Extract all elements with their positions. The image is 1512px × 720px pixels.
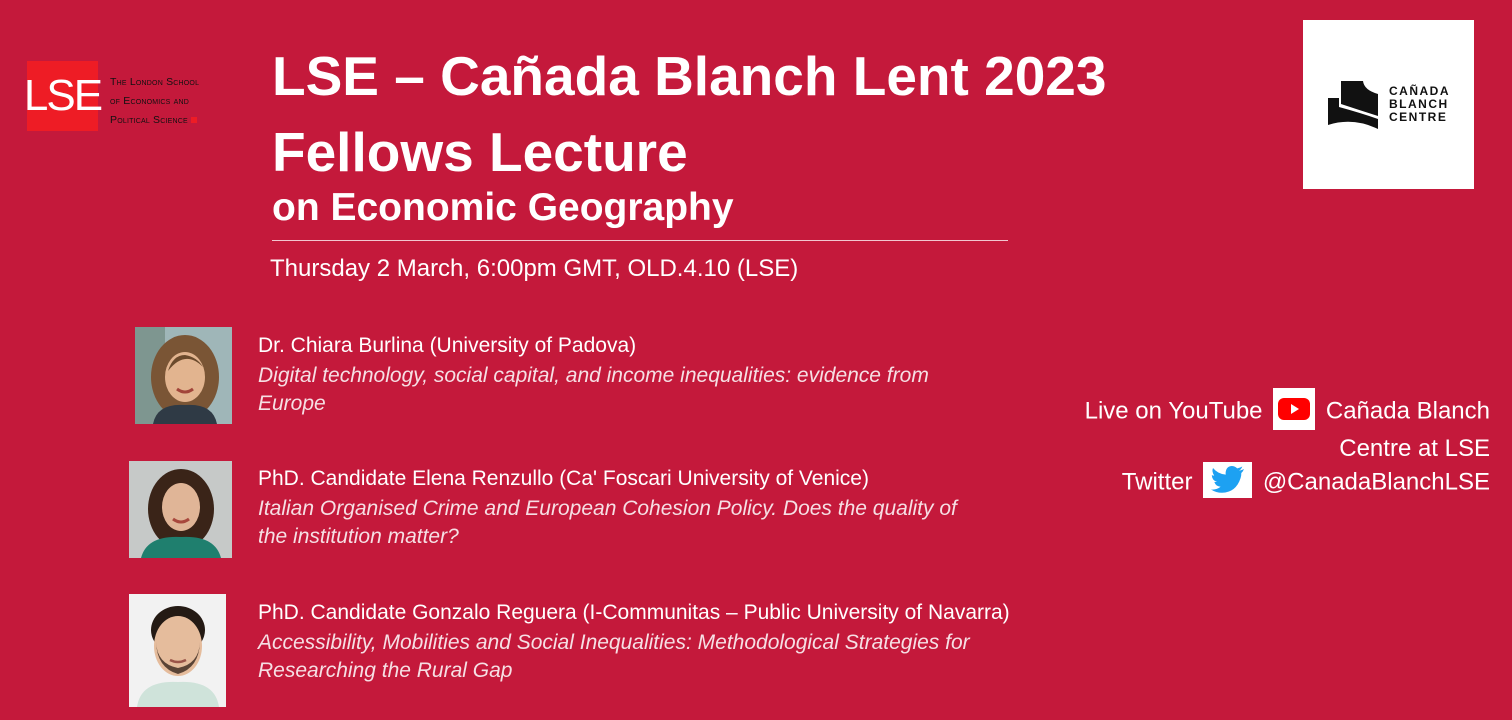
speaker-1-portrait-icon	[135, 327, 232, 424]
lse-name-line-3-text: Political Science	[110, 114, 188, 126]
title-divider	[272, 240, 1008, 241]
youtube-channel-line-2[interactable]: Centre at LSE	[1339, 435, 1490, 462]
lse-name-line-1: The London School	[110, 76, 200, 88]
twitter-handle[interactable]: @CanadaBlanchLSE	[1262, 468, 1490, 496]
twitter-prefix: Twitter	[1121, 468, 1193, 496]
talk-title-1: Digital technology, social capital, and income inequalities: evidence from Europe	[258, 364, 929, 415]
speaker-name-1: Dr. Chiara Burlina (University of Padova)	[258, 334, 637, 357]
canada-blanch-logo-text	[1389, 85, 1450, 124]
cb-line-2: BLANCH	[1389, 97, 1449, 111]
twitter-bird-icon[interactable]	[1203, 462, 1252, 498]
youtube-prefix: Live on YouTube	[1084, 397, 1263, 425]
speaker-name-3: PhD. Candidate Gonzalo Reguera (I-Communitas – Public University of Navarra)	[258, 601, 1010, 624]
lse-logo-mark: LSE	[27, 61, 98, 131]
cb-line-3: CENTRE	[1389, 110, 1448, 124]
cb-line-1: CAÑADA	[1389, 84, 1450, 98]
speaker-photo-3	[129, 594, 226, 707]
speaker-3-portrait-icon	[129, 594, 226, 707]
speaker-photo-2	[129, 461, 232, 558]
speaker-photo-1	[135, 327, 232, 424]
page-subtitle: on Economic Geography	[272, 186, 734, 229]
live-stream-info	[1085, 391, 1490, 501]
youtube-icon[interactable]	[1273, 388, 1315, 430]
youtube-channel-name-1[interactable]: Cañada Blanch	[1325, 397, 1490, 425]
speaker-name-2: PhD. Candidate Elena Renzullo (Ca' Foscari University of Venice)	[258, 467, 869, 490]
speaker-2-portrait-icon	[129, 461, 232, 558]
youtube-line	[1085, 391, 1490, 433]
canada-blanch-logo	[1303, 20, 1474, 189]
title-line-1: LSE – Cañada Blanch Lent 2023	[272, 45, 1107, 107]
lse-name-line-2: of Economics and	[110, 95, 190, 107]
page-title	[272, 38, 1106, 190]
talk-title-2: Italian Organised Crime and European Cohesion Policy. Does the quality of the institution matter?	[258, 497, 957, 548]
lse-logo-name	[110, 73, 199, 130]
lse-red-dot	[191, 117, 197, 123]
twitter-line	[1085, 465, 1490, 501]
talk-title-3: Accessibility, Mobilities and Social Inequalities: Methodological Strategies for Researching the Rural Gap	[258, 631, 970, 682]
title-line-2: Fellows Lecture	[272, 121, 688, 183]
youtube-play-icon	[1278, 398, 1310, 420]
lse-name-line-3	[110, 111, 199, 130]
twitter-bird-glyph-icon	[1211, 466, 1245, 494]
event-dateline: Thursday 2 March, 6:00pm GMT, OLD.4.10 (LSE)	[270, 255, 799, 282]
canada-blanch-logo-mark-icon	[1327, 80, 1379, 130]
